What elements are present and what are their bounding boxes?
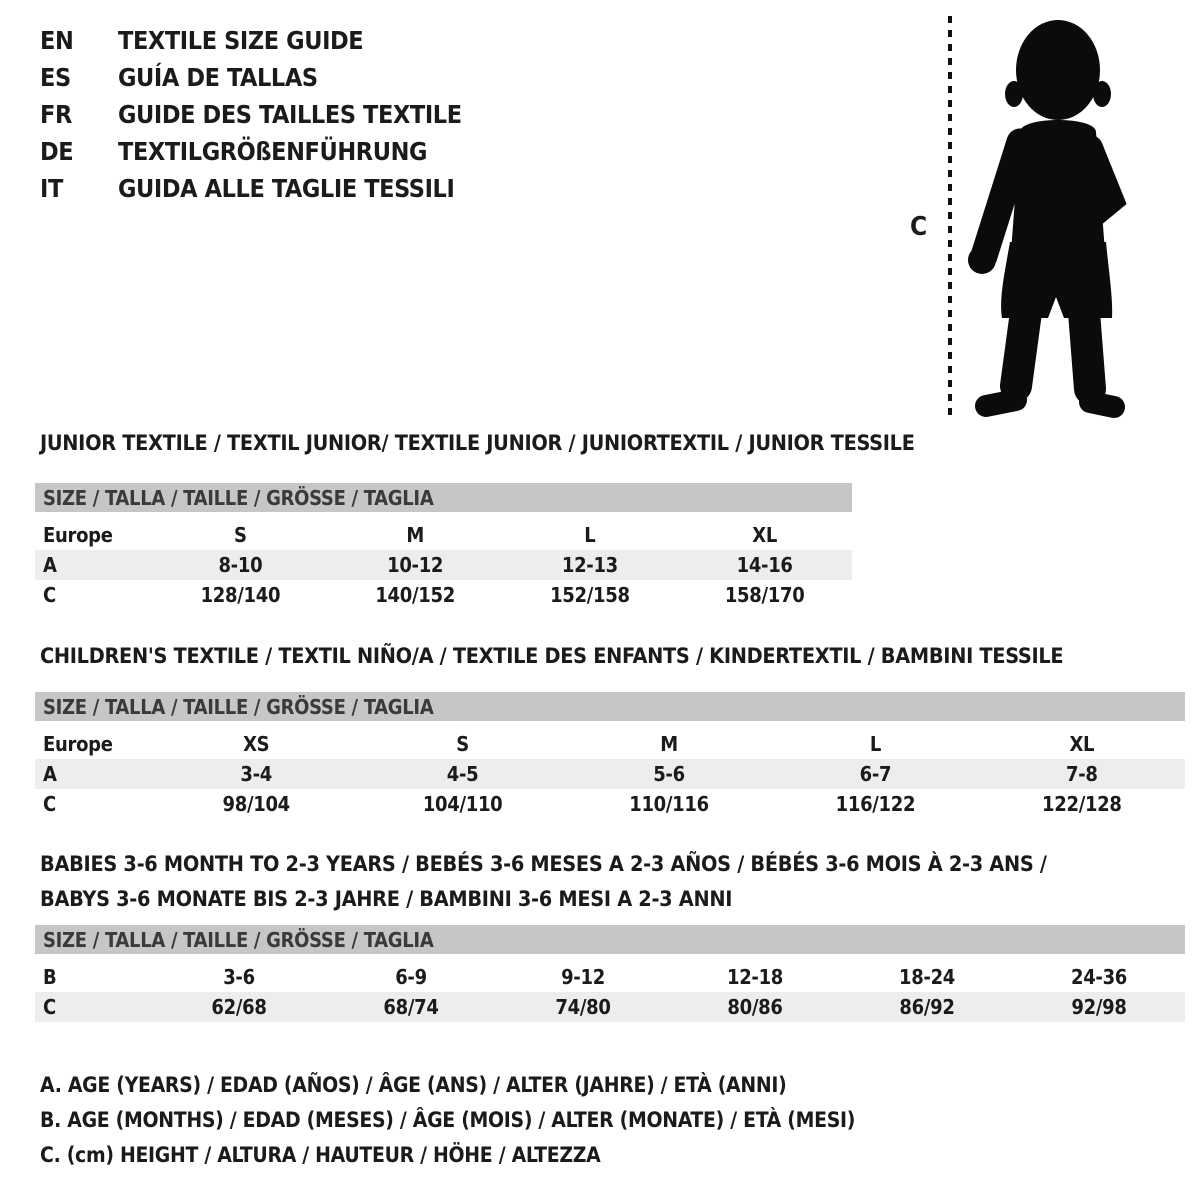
language-title: GUIDA ALLE TAGLIE TESSILI [118,174,455,203]
table-cell: XL [1069,732,1095,756]
language-code: IT [40,174,63,203]
language-row [40,59,462,96]
table-cell: S [456,732,469,756]
children-section-title: CHILDREN'S TEXTILE / TEXTIL NIÑO/A / TEXTILE DES ENFANTS / KINDERTEXTIL / BAMBINI TESSILE [40,644,1064,669]
children-size-table [35,692,1185,819]
table-cell: 9-12 [561,965,605,989]
footnotes [40,1068,855,1173]
table-cell: 68/74 [383,995,439,1019]
table-cell: 116/122 [835,792,916,816]
size-header-bar: SIZE / TALLA / TAILLE / GRÖSSE / TAGLIA [35,483,852,512]
footnote-c: C. (cm) HEIGHT / ALTURA / HAUTEUR / HÖHE / ALTEZZA [40,1143,601,1167]
table-row [35,520,852,550]
table-cell: 10-12 [387,553,444,577]
table-cell: 8-10 [218,553,263,577]
language-code: DE [40,137,74,166]
babies-section-title-line2: BABYS 3-6 MONATE BIS 2-3 JAHRE / BAMBINI 3-6 MESI A 2-3 ANNI [40,887,733,912]
table-row [35,789,1185,819]
language-title: GUIDE DES TAILLES TEXTILE [118,100,462,129]
table-cell: A [43,762,57,786]
table-cell: 7-8 [1066,762,1098,786]
table-cell: 5-6 [653,762,685,786]
table-cell: 6-7 [859,762,892,786]
language-list [40,22,462,207]
table-cell: 98/104 [222,792,290,816]
table-cell: 62/68 [211,995,267,1019]
table-cell: C [43,792,56,816]
language-title: GUÍA DE TALLAS [118,63,318,92]
table-cell: 4-5 [446,762,479,786]
table-cell: B [43,965,57,989]
size-header-bar: SIZE / TALLA / TAILLE / GRÖSSE / TAGLIA [35,692,1185,721]
table-cell: 14-16 [736,553,793,577]
table-cell: L [584,523,596,547]
toddler-silhouette [962,14,1150,419]
table-cell: 12-13 [561,553,618,577]
table-row [35,580,852,610]
table-cell: 18-24 [898,965,956,989]
table-cell: 3-4 [240,762,273,786]
table-cell: A [43,553,57,577]
table-cell: XS [243,732,270,756]
footnote-a: A. AGE (YEARS) / EDAD (AÑOS) / ÂGE (ANS) / ALTER (JAHRE) / ETÀ (ANNI) [40,1073,787,1097]
table-cell: 3-6 [223,965,255,989]
language-title: TEXTILE SIZE GUIDE [118,26,364,55]
table-row [35,992,1185,1022]
language-row [40,133,462,170]
table-cell: 104/110 [422,792,503,816]
height-dotted-line [948,16,952,418]
language-code: ES [40,63,71,92]
table-cell: 140/152 [375,583,455,607]
junior-size-table [35,483,852,610]
table-cell: 122/128 [1042,792,1122,816]
table-cell: XL [752,523,777,547]
table-row [35,962,1185,992]
language-row [40,170,462,207]
babies-section-title-line1: BABIES 3-6 MONTH TO 2-3 YEARS / BEBÉS 3-6 MESES A 2-3 AÑOS / BÉBÉS 3-6 MOIS À 2-3 ANS / [40,852,1047,877]
table-cell: 92/98 [1071,995,1127,1019]
footnote-b: B. AGE (MONTHS) / EDAD (MESES) / ÂGE (MOIS) / ALTER (MONATE) / ETÀ (MESI) [40,1108,856,1132]
table-cell: Europe [43,732,113,756]
language-row [40,96,462,133]
table-cell: 24-36 [1070,965,1128,989]
table-row [35,729,1185,759]
language-title: TEXTILGRÖßENFÜHRUNG [118,137,428,166]
table-cell: 74/80 [555,995,611,1019]
table-cell: 158/170 [724,583,805,607]
table-cell: C [43,995,56,1019]
language-code: FR [40,100,72,129]
table-row [35,550,852,580]
table-cell: 80/86 [727,995,783,1019]
table-cell: 86/92 [899,995,955,1019]
table-cell: 110/116 [629,792,709,816]
table-cell: L [869,732,881,756]
table-row [35,759,1185,789]
table-cell: C [43,583,56,607]
table-cell: M [406,523,424,547]
babies-size-table [35,925,1185,1022]
language-code: EN [40,26,74,55]
table-cell: 6-9 [395,965,427,989]
junior-section-title: JUNIOR TEXTILE / TEXTIL JUNIOR/ TEXTILE JUNIOR / JUNIORTEXTIL / JUNIOR TESSILE [40,431,915,456]
table-cell: Europe [43,523,113,547]
table-cell: S [234,523,247,547]
table-cell: 152/158 [550,583,630,607]
language-row [40,22,462,59]
table-cell: 128/140 [200,583,281,607]
table-cell: M [660,732,678,756]
size-header-bar: SIZE / TALLA / TAILLE / GRÖSSE / TAGLIA [35,925,1185,954]
table-cell: 12-18 [726,965,784,989]
height-measure-label: C [910,212,928,242]
